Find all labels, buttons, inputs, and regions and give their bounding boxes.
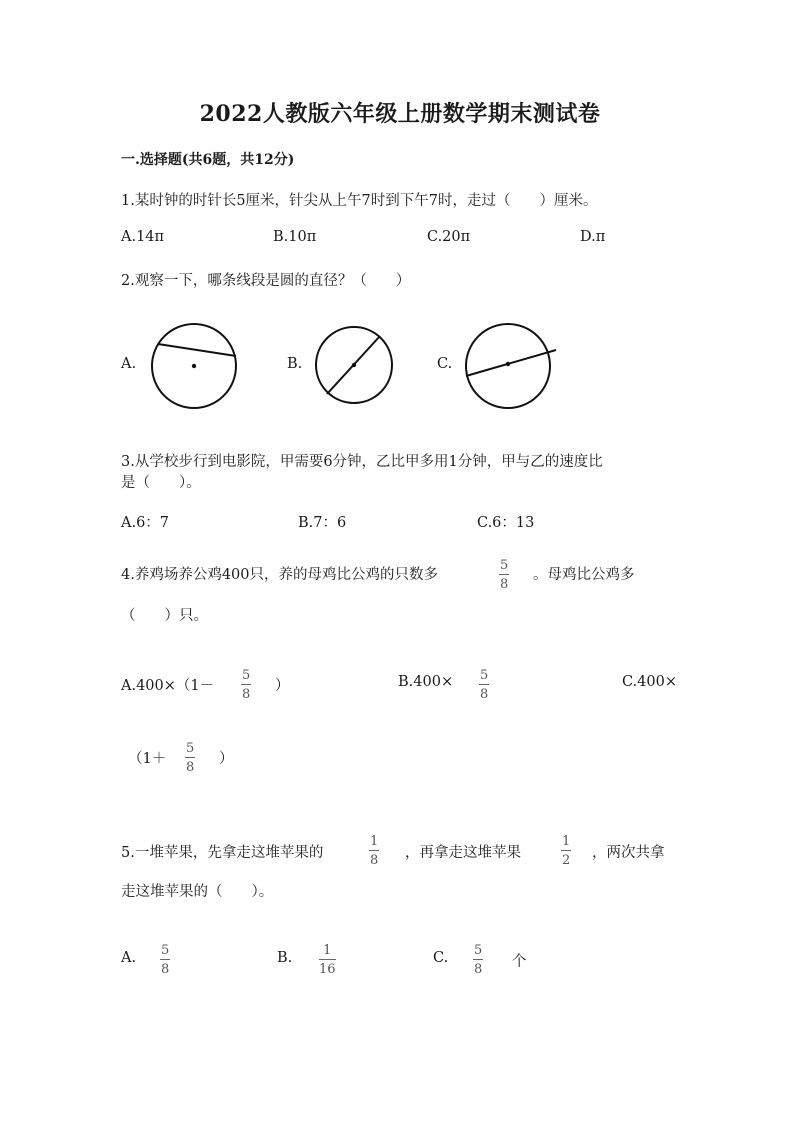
option-a-fraction — [241, 669, 251, 701]
circle-chord-figure[interactable] — [150, 322, 240, 412]
question-1-option-c[interactable]: C.20π — [427, 229, 471, 245]
option-a-suffix: ） — [275, 678, 290, 694]
center-dot — [352, 363, 356, 367]
center-dot — [192, 364, 196, 368]
fraction-denominator: 8 — [242, 687, 251, 702]
question-2-option-b-label[interactable]: B. — [287, 356, 303, 372]
option-a-prefix: A.400×（1－ — [121, 678, 215, 694]
fraction-denominator: 8 — [474, 962, 483, 977]
fraction-denominator: 8 — [480, 687, 489, 702]
question-3-stem-line-1: 3.从学校步行到电影院，甲需要6分钟，乙比甲多用1分钟，甲与乙的速度比 — [121, 454, 603, 470]
fraction-numerator: 1 — [370, 834, 379, 849]
question-1-option-a[interactable]: A.14π — [121, 229, 165, 245]
fraction-denominator: 8 — [500, 577, 509, 592]
fraction-numerator: 5 — [500, 558, 509, 573]
question-2-option-c-label[interactable]: C. — [437, 356, 453, 372]
question-4-stem-fraction — [499, 559, 509, 591]
circle-diameter-figure[interactable] — [464, 322, 560, 412]
chord-line — [158, 344, 236, 356]
section-heading: 一.选择题(共6题，共12分) — [121, 152, 295, 168]
option-c-label: C. — [433, 950, 449, 966]
question-4-stem-line-2: （ ）只。 — [121, 608, 208, 624]
question-2-stem: 2.观察一下，哪条线段是圆的直径？（ ） — [121, 273, 411, 289]
fraction-denominator: 8 — [161, 962, 170, 977]
question-2-option-a-label[interactable]: A. — [121, 356, 137, 372]
question-5-fraction-1 — [369, 835, 379, 867]
diameter-line — [466, 350, 556, 376]
fraction-denominator: 2 — [562, 853, 571, 868]
option-c-line-2-suffix: ） — [219, 751, 234, 767]
option-b-fraction — [479, 669, 489, 701]
option-b-label: B. — [277, 950, 293, 966]
option-c-fraction — [185, 742, 195, 774]
page-title: 2022人教版六年级上册数学期末测试卷 — [199, 101, 601, 127]
option-c-prefix: C.400× — [622, 674, 678, 690]
question-5-stem-part-1: 5.一堆苹果，先拿走这堆苹果的 — [121, 845, 324, 861]
question-3-option-c[interactable]: C.6：13 — [477, 515, 535, 531]
question-4-stem-part-2: 。母鸡比公鸡多 — [533, 567, 635, 583]
option-b-prefix: B.400× — [398, 674, 454, 690]
question-1-option-b[interactable]: B.10π — [273, 229, 317, 245]
fraction-numerator: 5 — [474, 943, 483, 958]
option-c-suffix: 个 — [512, 954, 527, 970]
question-3-option-b[interactable]: B.7：6 — [298, 515, 347, 531]
question-5-stem-line-2: 走这堆苹果的（ ）。 — [121, 884, 274, 900]
fraction-numerator: 1 — [323, 943, 332, 958]
option-a-fraction — [160, 944, 170, 976]
question-1-option-d[interactable]: D.π — [580, 229, 606, 245]
circle-radius-figure[interactable] — [314, 322, 404, 412]
center-dot — [506, 362, 510, 366]
option-c-line-2-prefix: （1＋ — [128, 751, 167, 767]
option-b-fraction — [319, 944, 336, 976]
fraction-numerator: 5 — [242, 668, 251, 683]
fraction-numerator: 5 — [161, 943, 170, 958]
question-4-stem-part-1: 4.养鸡场养公鸡400只，养的母鸡比公鸡的只数多 — [121, 567, 439, 583]
fraction-numerator: 5 — [186, 741, 195, 756]
question-5-stem-part-3: ，两次共拿 — [592, 845, 665, 861]
question-3-stem-line-2: 是（ ）。 — [121, 475, 201, 491]
fraction-denominator: 8 — [370, 853, 379, 868]
fraction-denominator: 16 — [319, 962, 336, 977]
fraction-denominator: 8 — [186, 760, 195, 775]
option-a-label: A. — [121, 950, 137, 966]
option-c-fraction — [473, 944, 483, 976]
question-5-fraction-2 — [561, 835, 571, 867]
question-1-stem: 1.某时钟的时针长5厘米，针尖从上午7时到下午7时，走过（ ）厘米。 — [121, 193, 598, 209]
question-3-option-a[interactable]: A.6：7 — [121, 515, 170, 531]
question-5-stem-part-2: ，再拿走这堆苹果 — [405, 845, 521, 861]
fraction-numerator: 5 — [480, 668, 489, 683]
fraction-numerator: 1 — [562, 834, 571, 849]
